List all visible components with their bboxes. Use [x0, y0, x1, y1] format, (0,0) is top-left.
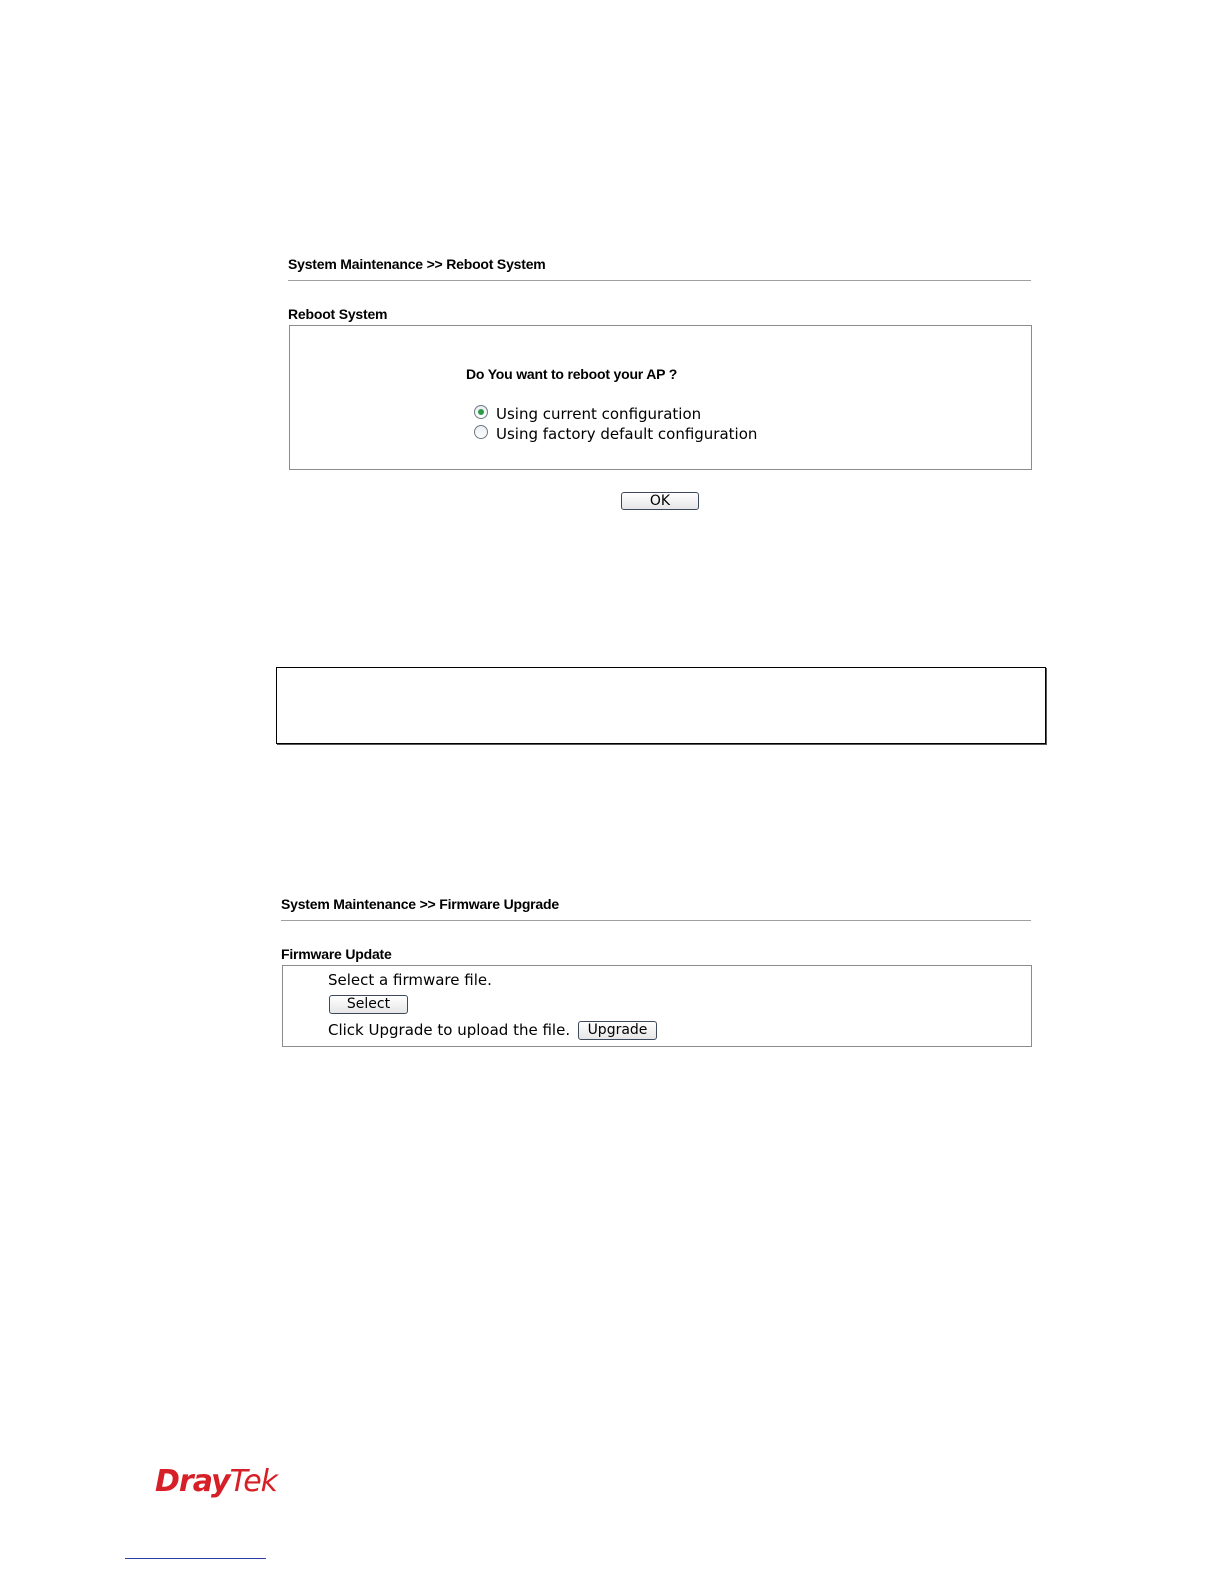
select-prompt: Select a firmware file.: [328, 971, 492, 989]
radio-current-config[interactable]: [474, 405, 488, 419]
firmware-divider: [281, 920, 1031, 921]
reboot-section-title: Reboot System: [288, 306, 388, 322]
upgrade-prompt: Click Upgrade to upload the file.: [328, 1021, 571, 1039]
footer-line: [125, 1558, 266, 1559]
reboot-divider: [288, 280, 1031, 281]
note-box: [276, 667, 1046, 744]
radio-current-config-label: Using current configuration: [496, 405, 702, 423]
firmware-section-title: Firmware Update: [281, 946, 392, 962]
upgrade-button[interactable]: Upgrade: [578, 1021, 657, 1040]
ok-button[interactable]: OK: [621, 492, 699, 510]
logo-part-tek: Tek: [229, 1464, 278, 1499]
logo-part-dray: Dray: [155, 1464, 230, 1499]
radio-factory-default[interactable]: [474, 425, 488, 439]
select-file-button[interactable]: Select: [329, 995, 408, 1014]
reboot-panel: [289, 325, 1032, 470]
radio-factory-default-label: Using factory default configuration: [496, 425, 758, 443]
reboot-question: Do You want to reboot your AP ?: [466, 366, 678, 382]
firmware-breadcrumb: System Maintenance >> Firmware Upgrade: [281, 896, 559, 912]
reboot-breadcrumb: System Maintenance >> Reboot System: [288, 256, 546, 272]
draytek-logo: [155, 1464, 277, 1499]
